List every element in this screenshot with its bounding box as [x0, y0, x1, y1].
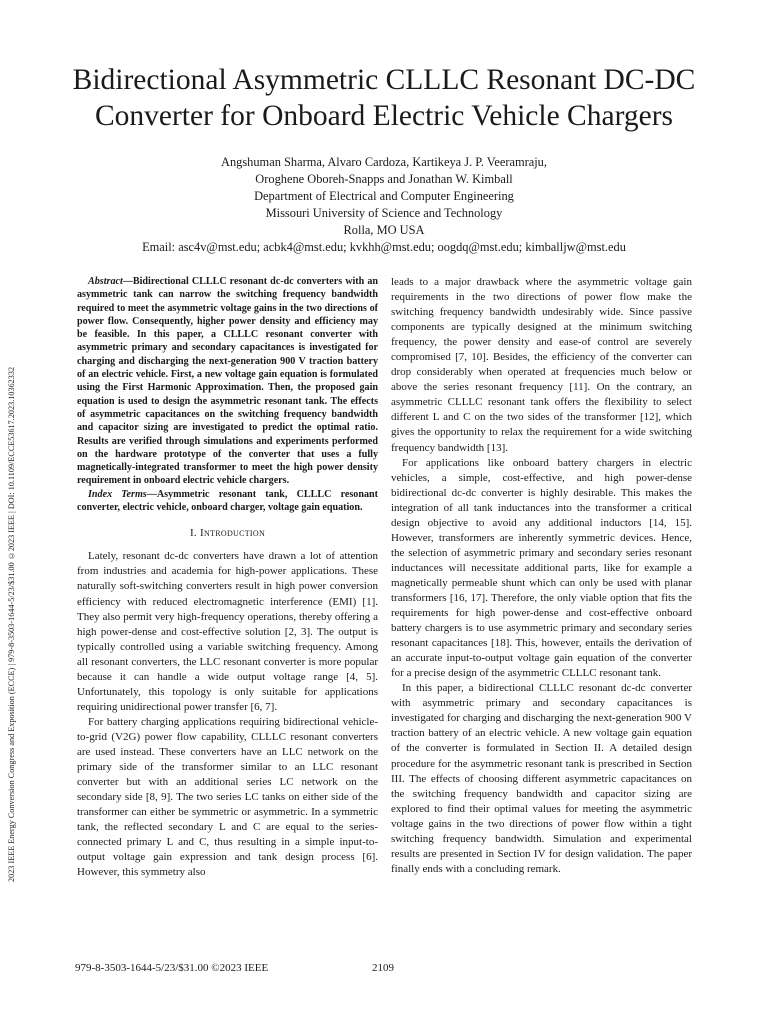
index-terms [77, 488, 378, 515]
section-heading-introduction [77, 526, 378, 541]
paragraph: For battery charging applications requiring bidirectional vehicle-to-grid (V2G) power flow capability, CLLLC resonant converters are used instead. These converters have an LLC network on the primary side of the transformer similar to an LLC resonant converter but with an additional series LC network on the secondary side [8, 9]. The two series LC tanks on either side of the transformer can either be symmetric or asymmetric. In a symmetric tank, the reflected secondary L and C are equal to the series-connected primary L and C, thus resulting in a simple input-to-output voltage gain expression and tank design process [6]. However, this symmetry also [77, 715, 378, 879]
right-column [391, 275, 692, 877]
paragraph: In this paper, a bidirectional CLLLC resonant dc-dc converter with asymmetric primary and secondary capacitances is investigated for charging and discharging the next-generation 900 V traction battery of an electric vehicle. A new voltage gain equation of the converter is formulated in Section II. A detailed design procedure for the asymmetric resonant tank is prescribed in Section III. The effects of choosing different asymmetric capacitances on the switching frequency bandwidth and capacitor sizing are explored to find their optimal values for meeting the asymmetric voltage gains in the two directions of power flow within a tight switching frequency bandwidth. Simulation and experimental results are presented in Section IV for design validation. The paper finally ends with a concluding remark. [391, 682, 692, 875]
paper-title: Bidirectional Asymmetric CLLLC Resonant DC-DC Converter for Onboard Electric Vehicle Chargers [72, 64, 696, 132]
paragraph: For applications like onboard battery chargers in electric vehicles, a simple, cost-effective, and high power-dense bidirectional dc-dc converter is highly desirable. This makes the integration of all tank inductances into the transformer a critical design objective to avoid any additional inductors [14, 15]. However, transformers are inherently symmetric devices. Hence, the selection of asymmetric primary and secondary series resonant inductances will necessitate additional parts, like for example a magnetically permeable shunt which can only be used with planar transformers [16, 17]. Therefore, the only viable option that fits the requirements for high power-dense and cost-effective onboard battery chargers is to use asymmetric primary and secondary series resonant capacitances [18]. This, however, entails the derivation of an accurate input-to-output voltage gain equation of the converter for a precise design of the asymmetric CLLLC resonant tank. [391, 456, 692, 680]
section-title: Introduction [200, 527, 266, 540]
author-emails: Email: asc4v@mst.edu; acbk4@mst.edu; kvkhh@mst.edu; oogdq@mst.edu; kimballjw@mst.edu [142, 240, 626, 254]
abstract-label: Abstract [88, 276, 123, 287]
index-terms-label: Index Terms [88, 488, 147, 500]
author-names-line-2: Oroghene Oboreh-Snapps and Jonathan W. Kimball [255, 172, 513, 186]
author-block [60, 154, 708, 256]
doi-side-note [4, 186, 20, 882]
left-column [77, 275, 378, 880]
index-terms-text: —Asymmetric resonant tank, CLLLC resonant converter, electric vehicle, onboard charger, voltage gain equation. [77, 488, 378, 514]
section-number: I. [189, 527, 197, 540]
doi-side-note-text: 2023 IEEE Energy Conversion Congress and Exposition (ECCE) | 979-8-3503-1644-5/23/$31.00 ©2023 IEEE | DOI: 10.1109/ECCE53617.2023.10362332 [7, 366, 16, 882]
page-number: 2109 [372, 962, 394, 974]
author-location: Rolla, MO USA [343, 223, 425, 237]
author-names-line-1: Angshuman Sharma, Alvaro Cardoza, Kartikeya J. P. Veeramraju, [221, 155, 547, 169]
abstract [77, 275, 378, 488]
paragraph: Lately, resonant dc-dc converters have drawn a lot of attention from industries and academia for high-power applications. These naturally soft-switching converters result in high power conversion efficiency with reduced electromagnetic interference (EMI) [1]. They also permit very high-frequency operations, thereby offering a high power-dense and cost-effective solution [2, 3]. The output is typically controlled using a variable switching frequency. Among all resonant converters, the LLC resonant converter is more popular because it can handle a wide output voltage range [4, 5]. Unfortunately, this topology is only suitable for applications requiring unidirectional power transfer [6, 7]. [77, 550, 378, 713]
footer-copyright: 979-8-3503-1644-5/23/$31.00 ©2023 IEEE [75, 962, 269, 974]
author-university: Missouri University of Science and Technology [265, 206, 503, 220]
abstract-text: —Bidirectional CLLLC resonant dc-dc converters with an asymmetric tank can narrow the switching frequency bandwidth required to meet the asymmetric voltage gains in the two directions of power flow. Consequently, higher power density and efficiency may be feasible. In this paper, a CLLLC resonant converter with asymmetric primary and secondary capacitances is investigated for charging and discharging the next-generation 900 V traction battery of an electric vehicle. First, a new voltage gain equation is formulated using the First Harmonic Approximation. Then, the proposed gain equation is used to design the asymmetric resonant tank. The effects of asymmetric capacitances on the switching frequency bandwidth and capacitor sizing are investigated to predict the optimal ratio. Results are verified through simulations and experiments performed on the hardware prototype of the converter that uses a fully magnetically-integrated transformer to meet the high power density requirement in onboard electric vehicle chargers. [77, 276, 378, 487]
author-department: Department of Electrical and Computer Engineering [254, 189, 514, 203]
paragraph: leads to a major drawback where the asymmetric voltage gain requirements in the two directions of power flow make the switching frequency bandwidth undesirably wide. Since passive components are typically designed at the minimum switching frequency, the power density and ease-of control are severely compromised [7, 10]. Besides, the efficiency of the converter can drop considerably when operated at frequencies much below or above the series resonant frequency [11]. On the contrary, an asymmetric CLLLC resonant tank offers the flexibility to select different L and C on the two sides of the transformer [12], which gives the opportunity to relax the requirement for a wide switching frequency bandwidth [13]. [391, 276, 692, 454]
